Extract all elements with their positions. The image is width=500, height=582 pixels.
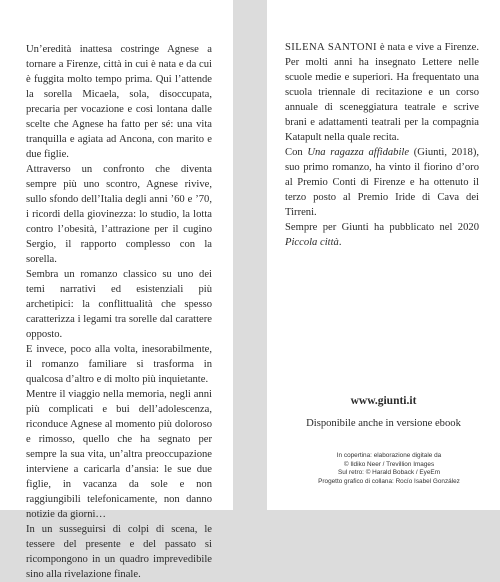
bio-paragraph [285,220,479,250]
credit-line: Sul retro: © Harald Boback / EyeEm [337,469,441,477]
synopsis-paragraph: Sembra un romanzo classico su uno dei temi narrativi ed esistenziali più archetipici: la conflittualità che spesso caratterizza i legami tra sorelle dal carattere opposto. [26,269,212,340]
left-flap [0,0,233,580]
synopsis-paragraph: E invece, poco alla volta, inesorabilmente, il romanzo familiare si trasforma in qualcosa d’altro e di molto più inquietante. [26,344,212,385]
credit-line: © Ildiko Neer / Trevillion Images [343,460,435,468]
synopsis-text [26,42,212,582]
book-title: Piccola città [285,237,339,248]
synopsis-paragraph: Mentre il viaggio nella memoria, negli anni più complicati e bui dell’adolescenza, riconduce Agnese al momento più doloroso e rimosso, quello che ha segnato per sempre la sua vita, un’altra preoccupazione interviene a caricarla d’ansia: le sue due figlie, in vacanza da sole e non raggiungibili telefonicamente, non danno notizie da giorni… [26,389,212,520]
synopsis-paragraph: Un’eredità inattesa costringe Agnese a tornare a Firenze, città in cui è nata e da cui è fuggita molto tempo prima. Qui l’attende la sorella Micaela, sola, disoccupata, precaria per vocazione e così lontana dalle scelte che Agnese ha fatto per sé: una vita tranquilla e agiata ad Ancona, con marito e due figlie. [26,44,212,160]
image-credits [289,452,489,486]
author-name: SILENA SANTONI [285,42,377,53]
right-flap [267,0,500,510]
bio-text: è nata e vive a Firenze. Per molti anni ha insegnato Lettere nelle scuole medie e superiori. Ha frequentato una scuola triennale di recitazione e un corso annuale di sceneggiatura teatrale e scrive brani e adattamenti teatrali per la compagnia Katapult nella quale recita. [285,42,479,143]
credit-line: Progetto grafico di collana: Rocío Isabel González [318,477,460,485]
publisher-website: www.giunti.it [350,395,417,407]
bio-text: Sempre per Giunti ha pubblicato nel 2020 [285,222,479,233]
synopsis-paragraph: In un susseguirsi di colpi di scena, le tessere del presente e del passato si ricompongono in un quadro imprevedibile sino alla rivelazione finale. [26,524,212,580]
bio-paragraph [285,40,479,145]
bio-text: . [338,237,342,248]
book-title: Una ragazza affidabile [307,147,410,158]
author-bio [285,40,479,250]
bio-text: (Giunti, 2018), suo primo romanzo, ha vinto il fiorino d’oro al Premio Conti di Firenze e ha ottenuto il terzo posto al Premio Iride di Cava dei Tirreni. [285,147,479,218]
bio-paragraph [285,145,479,220]
bio-text: Con [285,147,308,158]
ebook-note: Disponibile anche in versione ebook [306,418,461,429]
synopsis-paragraph: Attraverso un confronto che diventa sempre più uno scontro, Agnese rivive, sullo sfondo dell’Italia degli anni ’60 e ’70, i ricordi della giovinezza: lo studio, la lotta contro l’obesità, l’attrazione per il cugino Sergio, il rapporto complesso con la sorella. [26,164,212,265]
credit-line: In copertina: elaborazione digitale da [336,452,442,459]
